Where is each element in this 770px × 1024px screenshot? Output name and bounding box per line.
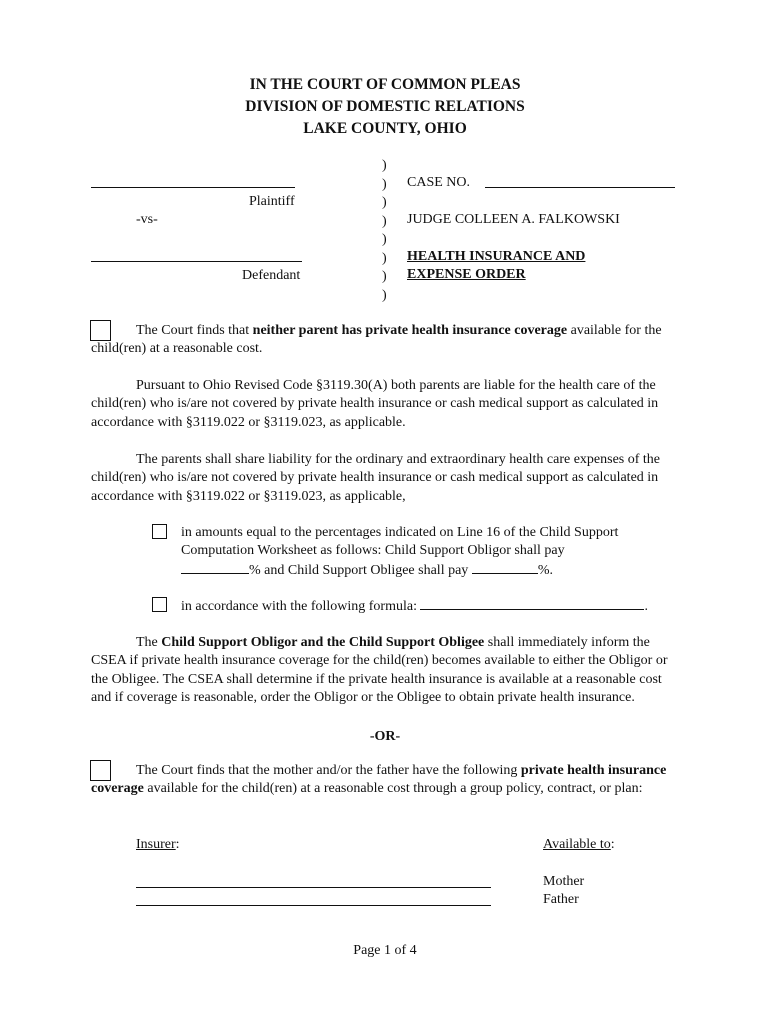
case-number-label: CASE NO. — [407, 175, 471, 190]
caption-paren: ) — [382, 269, 387, 284]
page-number: Page 1 of 4 — [353, 943, 417, 958]
percentage-option-line2: Computation Worksheet as follows: Child Support Obligor shall pay — [181, 543, 565, 558]
percentage-option-line3: % and Child Support Obligee shall pay %. — [181, 561, 553, 580]
court-division: DIVISION OF DOMESTIC RELATIONS — [245, 98, 525, 115]
caption-paren: ) — [382, 158, 387, 173]
formula-option-checkbox[interactable] — [152, 597, 167, 612]
insurer-line-2[interactable] — [136, 905, 491, 906]
plaintiff-name-line[interactable] — [91, 187, 295, 188]
order-title-line2: EXPENSE ORDER — [407, 267, 526, 282]
or-divider: -OR- — [369, 729, 401, 744]
formula-field[interactable] — [420, 597, 644, 610]
caption-paren: ) — [382, 232, 387, 247]
obligor-percent-field[interactable] — [181, 561, 249, 574]
case-number-field[interactable] — [485, 187, 675, 188]
caption-paren: ) — [382, 213, 387, 229]
available-to-father: Father — [543, 892, 579, 907]
percentage-option-line1: in amounts equal to the percentages indicated on Line 16 of the Child Support — [181, 525, 619, 540]
percentage-option-checkbox[interactable] — [152, 524, 167, 539]
caption-paren: ) — [382, 250, 387, 266]
order-title-line1: HEALTH INSURANCE AND — [407, 249, 586, 264]
court-county: LAKE COUNTY, OHIO — [303, 120, 467, 137]
court-name: IN THE COURT OF COMMON PLEAS — [249, 76, 521, 93]
versus-label: -vs- — [136, 212, 158, 227]
caption-paren: ) — [382, 176, 387, 192]
plaintiff-label: Plaintiff — [249, 194, 295, 209]
finding-coverage-available: The Court finds that the mother and/or the father have the following private health insurance coverage available for the child(ren) at a reasonable cost through a group policy, contract, or plan: — [91, 763, 667, 797]
caption-paren: ) — [382, 195, 387, 210]
defendant-name-line[interactable] — [91, 261, 302, 262]
insurer-line-1[interactable] — [136, 887, 491, 888]
paragraph-pursuant: Pursuant to Ohio Revised Code §3119.30(A) both parents are liable for the health care of the child(ren) who is/are not covered by private health insurance or cash medical support as calculated in accordance with §3119.022 or §3119.023, as applicable. — [91, 378, 659, 430]
finding-no-coverage: The Court finds that neither parent has private health insurance coverage available for the child(ren) at a reasonable cost. — [91, 323, 662, 357]
paragraph-share-liability: The parents shall share liability for the ordinary and extraordinary health care expenses of the child(ren) who is/are not covered by private health insurance or cash medical support as calculated in accordance with §3119.022 or §3119.023, as applicable, — [91, 452, 661, 504]
formula-option-text: in accordance with the following formula: . — [181, 599, 648, 614]
available-to-label: Available to: — [543, 837, 615, 852]
paragraph-csea: The Child Support Obligor and the Child Support Obligee shall immediately inform the CSEA if private health insurance coverage for the child(ren) becomes available to either the Obligor or the Obligee. The CSEA shall determine if the private health insurance is available at a reasonable cost and if coverage is reasonable, order the Obligor or the Obligee to obtain private health insurance. — [91, 635, 668, 706]
insurer-label: Insurer: — [136, 837, 180, 852]
judge-name: JUDGE COLLEEN A. FALKOWSKI — [407, 212, 620, 227]
defendant-label: Defendant — [242, 268, 301, 283]
obligee-percent-field[interactable] — [472, 561, 538, 574]
caption-paren: ) — [382, 287, 387, 303]
available-to-mother: Mother — [543, 874, 585, 889]
